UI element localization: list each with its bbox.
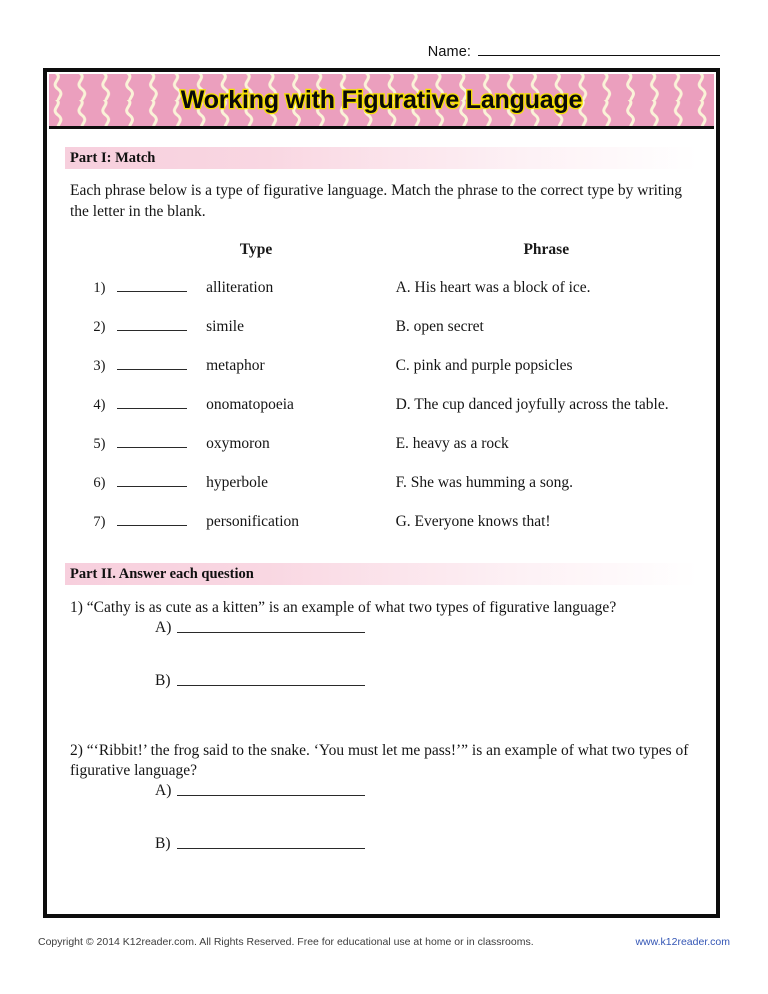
row-number: 5) (93, 435, 106, 452)
row-number: 4) (93, 396, 106, 413)
match-answer-blank[interactable] (117, 358, 187, 370)
part2-question-1-answers (155, 619, 698, 725)
match-answer-blank[interactable] (117, 280, 187, 292)
match-table-header-row (65, 240, 698, 268)
answer-row (155, 619, 698, 672)
answer-input-blank[interactable] (177, 782, 365, 796)
type-term: alliteration (206, 278, 274, 296)
name-input-blank[interactable] (478, 42, 720, 56)
row-number: 3) (93, 357, 106, 374)
answer-row (155, 835, 698, 888)
phrase-item: E. heavy as a rock (395, 434, 509, 452)
phrase-item: G. Everyone knows that! (395, 512, 551, 530)
copyright-text: Copyright © 2014 K12reader.com. All Rights Reserved. Free for educational use at home or in classrooms. (38, 936, 534, 948)
answer-row (155, 672, 698, 725)
name-row (0, 42, 768, 60)
match-answer-blank[interactable] (117, 475, 187, 487)
type-term: metaphor (206, 356, 265, 374)
answer-letter: B) (155, 835, 171, 853)
table-row (65, 346, 698, 385)
match-answer-cell (117, 463, 204, 502)
worksheet-content (47, 147, 716, 888)
answer-letter: B) (155, 671, 171, 689)
phrase-item: D. The cup danced joyfully across the table. (395, 395, 669, 413)
phrase-item: F. She was humming a song. (395, 473, 574, 491)
match-answer-cell (117, 346, 204, 385)
match-answer-blank[interactable] (117, 319, 187, 331)
table-row (65, 502, 698, 541)
part2-question-2: 2) “‘Ribbit!’ the frog said to the snake. ‘You must let me pass!’” is an example of what two types of figurative language? (70, 741, 689, 780)
part2-question-1: 1) “Cathy is as cute as a kitten” is an example of what two types of figurative language? (70, 599, 617, 617)
match-answer-cell (117, 424, 204, 463)
match-answer-blank[interactable] (117, 436, 187, 448)
part2-question-2-answers (155, 782, 698, 888)
name-label: Name: (427, 44, 471, 60)
type-term: personification (206, 512, 300, 530)
answer-input-blank[interactable] (177, 619, 365, 633)
part2-heading: Part II. Answer each question (65, 563, 698, 585)
type-term: simile (206, 317, 244, 335)
column-header-phrase: Phrase (523, 241, 570, 259)
match-answer-cell (117, 385, 204, 424)
part1-heading: Part I: Match (65, 147, 698, 169)
table-row (65, 268, 698, 307)
k12reader-website-link[interactable]: www.k12reader.com (635, 936, 730, 948)
page-footer (0, 936, 768, 948)
header-spacer (65, 240, 117, 268)
answer-letter: A) (155, 782, 172, 800)
match-answer-blank[interactable] (117, 397, 187, 409)
table-row (65, 424, 698, 463)
type-term: hyperbole (206, 473, 269, 491)
match-answer-cell (117, 268, 204, 307)
match-answer-blank[interactable] (117, 514, 187, 526)
table-row (65, 385, 698, 424)
match-table-body (65, 268, 698, 541)
table-row (65, 307, 698, 346)
table-row (65, 463, 698, 502)
phrase-item: A. His heart was a block of ice. (395, 278, 591, 296)
worksheet-title: Working with Figurative Language (180, 85, 583, 114)
answer-input-blank[interactable] (177, 835, 365, 849)
match-table (65, 240, 698, 541)
answer-input-blank[interactable] (177, 672, 365, 686)
type-term: onomatopoeia (206, 395, 294, 413)
phrase-item: C. pink and purple popsicles (395, 356, 573, 374)
row-number: 1) (93, 279, 106, 296)
column-header-type: Type (239, 241, 273, 259)
row-number: 6) (93, 474, 106, 491)
match-answer-cell (117, 502, 204, 541)
worksheet-frame (43, 68, 720, 918)
title-banner (49, 74, 714, 129)
type-term: oxymoron (206, 434, 270, 452)
part1-instructions: Each phrase below is a type of figurative language. Match the phrase to the correct type by writing the letter in the blank. (70, 182, 683, 220)
row-number: 7) (93, 513, 106, 530)
phrase-item: B. open secret (395, 317, 484, 335)
row-number: 2) (93, 318, 106, 335)
answer-letter: A) (155, 618, 172, 636)
match-answer-cell (117, 307, 204, 346)
answer-row (155, 782, 698, 835)
